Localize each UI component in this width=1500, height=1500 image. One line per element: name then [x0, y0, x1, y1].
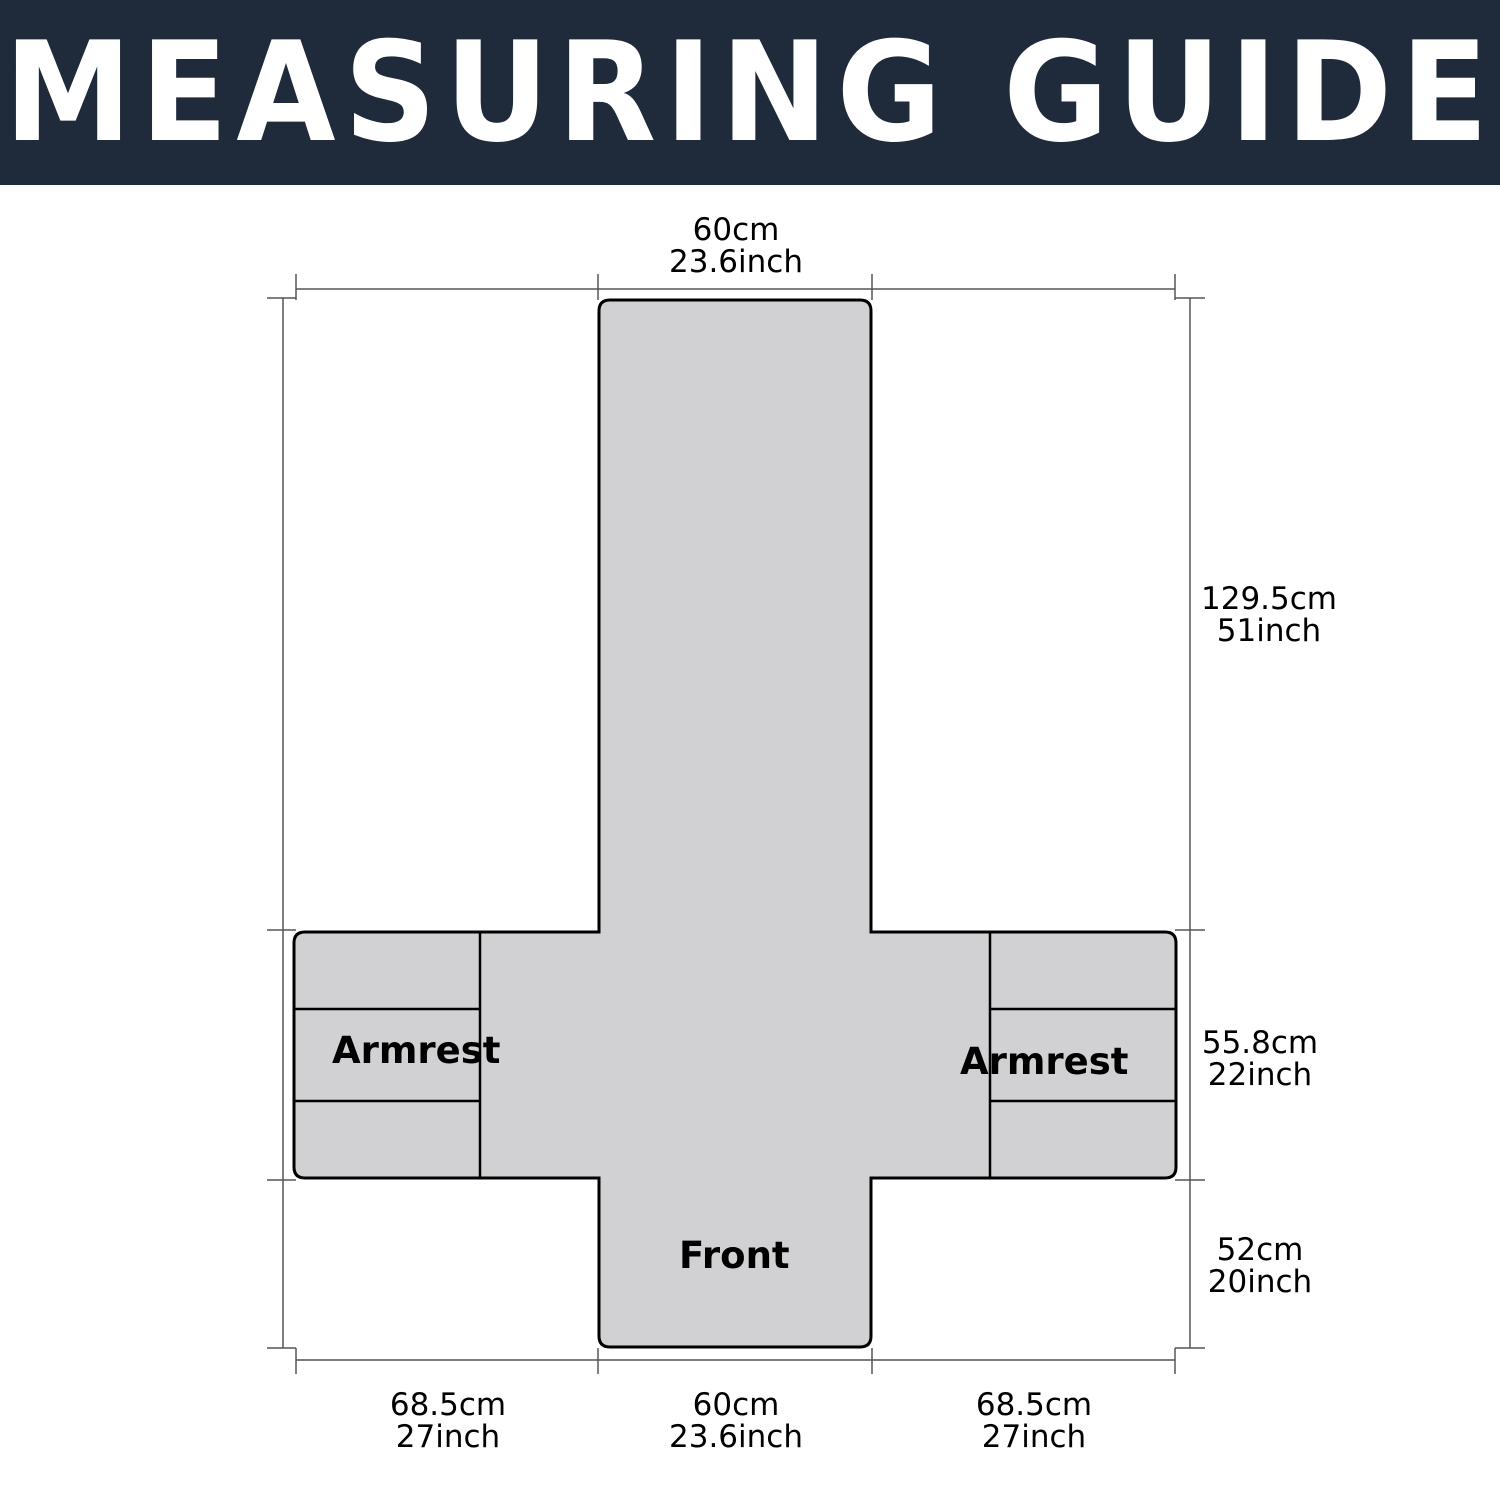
dim-cm: 60cm — [692, 212, 780, 248]
dim-cm: 68.5cm — [389, 1387, 507, 1423]
dim-cm: 60cm — [692, 1387, 780, 1423]
dim-inch: 22inch — [1207, 1057, 1313, 1093]
dim-cm: 52cm — [1216, 1232, 1304, 1268]
right-armrest-label: Armrest — [960, 1040, 1129, 1083]
dim-inch: 23.6inch — [669, 1419, 803, 1455]
dim-inch: 20inch — [1207, 1264, 1313, 1300]
bottom-right-width-label — [934, 1389, 1134, 1453]
seat-depth-label — [1160, 1027, 1360, 1091]
dim-inch: 27inch — [981, 1419, 1087, 1455]
front-height-label — [1160, 1234, 1360, 1298]
cover-shape — [294, 300, 1176, 1347]
dim-cm: 68.5cm — [975, 1387, 1093, 1423]
dim-inch: 27inch — [395, 1419, 501, 1455]
dim-cm: 129.5cm — [1201, 581, 1337, 617]
top-width-label — [636, 214, 836, 278]
bottom-left-width-label — [348, 1389, 548, 1453]
front-label: Front — [679, 1234, 790, 1277]
back-height-label — [1169, 583, 1369, 647]
dim-inch: 51inch — [1216, 613, 1322, 649]
dim-inch: 23.6inch — [669, 244, 803, 280]
dim-cm: 55.8cm — [1201, 1025, 1319, 1061]
left-armrest-label: Armrest — [332, 1029, 501, 1072]
bottom-center-width-label — [636, 1389, 836, 1453]
page-title: MEASURING GUIDE — [3, 11, 1497, 173]
